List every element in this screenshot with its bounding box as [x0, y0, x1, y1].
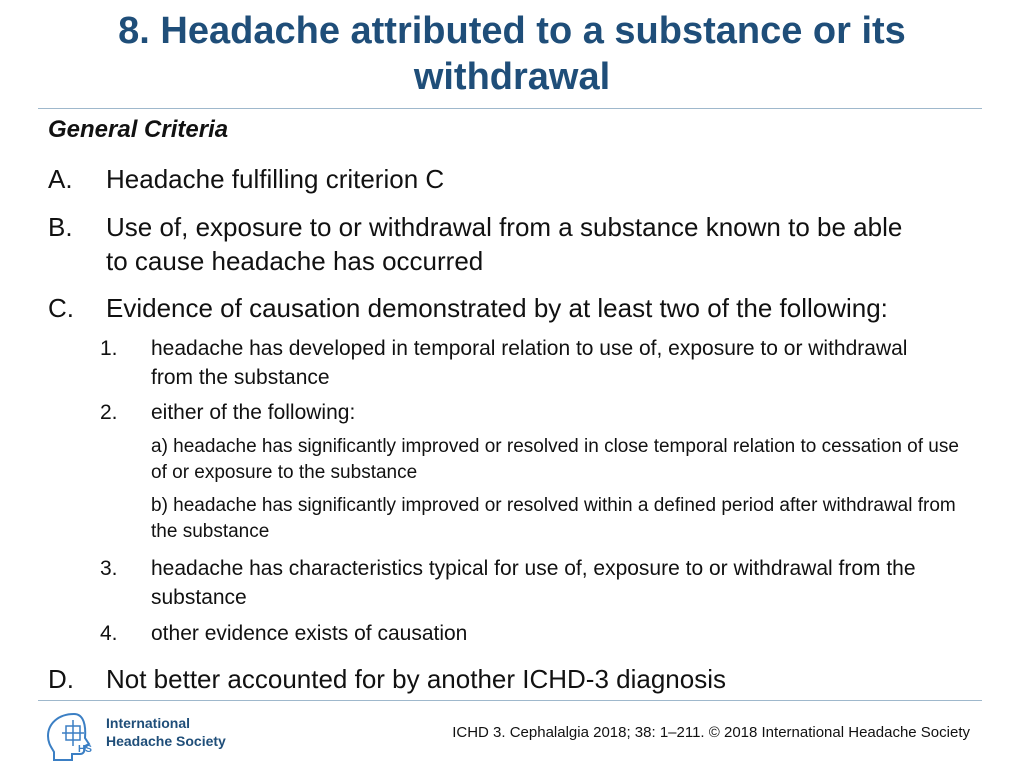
sub-item-text: either of the following: [151, 401, 356, 424]
criterion-b [48, 210, 928, 278]
sub-item-number: 2. [100, 401, 118, 424]
logo-line-2: Headache Society [106, 733, 226, 749]
criterion-text: Use of, exposure to or withdrawal from a substance known to be able to cause headache has occurred [106, 212, 903, 276]
title-divider [38, 108, 982, 109]
ihs-logo [44, 710, 234, 762]
criterion-letter: B. [48, 212, 73, 242]
criterion-letter: D. [48, 664, 74, 694]
sub-item-number: 1. [100, 337, 118, 360]
criterion-letter: C. [48, 293, 74, 323]
sub-item-number: 3. [100, 557, 118, 580]
sub-item-text: other evidence exists of causation [151, 622, 468, 645]
page-title: 8. Headache attributed to a substance or its withdrawal [118, 10, 906, 98]
sub-item-3 [100, 554, 970, 612]
head-profile-icon [44, 710, 102, 762]
criterion-c [48, 291, 978, 325]
criterion-text: Not better accounted for by another ICHD-3 diagnosis [106, 664, 727, 694]
sub-item-1 [100, 334, 930, 392]
sub-item-number: 4. [100, 622, 118, 645]
sub-item-2 [100, 398, 970, 427]
sub-item-text: headache has characteristics typical for use of, exposure to or withdrawal from the substance [151, 557, 916, 609]
sub-item-text: headache has developed in temporal relation to use of, exposure to or withdrawal from the substance [151, 337, 908, 389]
criterion-a [48, 162, 978, 196]
criterion-d [48, 662, 978, 696]
criterion-letter: A. [48, 164, 73, 194]
footer-citation: ICHD 3. Cephalalgia 2018; 38: 1–211. © 2018 International Headache Society [452, 724, 970, 741]
svg-text:HS: HS [78, 744, 92, 755]
logo-text [106, 714, 226, 750]
logo-line-1: International [106, 715, 191, 731]
sub-item-4 [100, 619, 970, 648]
sub-sub-item-b: b) headache has significantly improved or resolved within a defined period after withdrawal from the substance [151, 495, 956, 542]
footer-divider [38, 700, 982, 701]
criterion-text: Evidence of causation demonstrated by at least two of the following: [106, 293, 888, 323]
sub-sub-item-a: a) headache has significantly improved or resolved in close temporal relation to cessation of use of or exposure to the substance [151, 436, 959, 483]
criterion-text: Headache fulfilling criterion C [106, 164, 445, 194]
section-subhead: General Criteria [48, 116, 229, 143]
